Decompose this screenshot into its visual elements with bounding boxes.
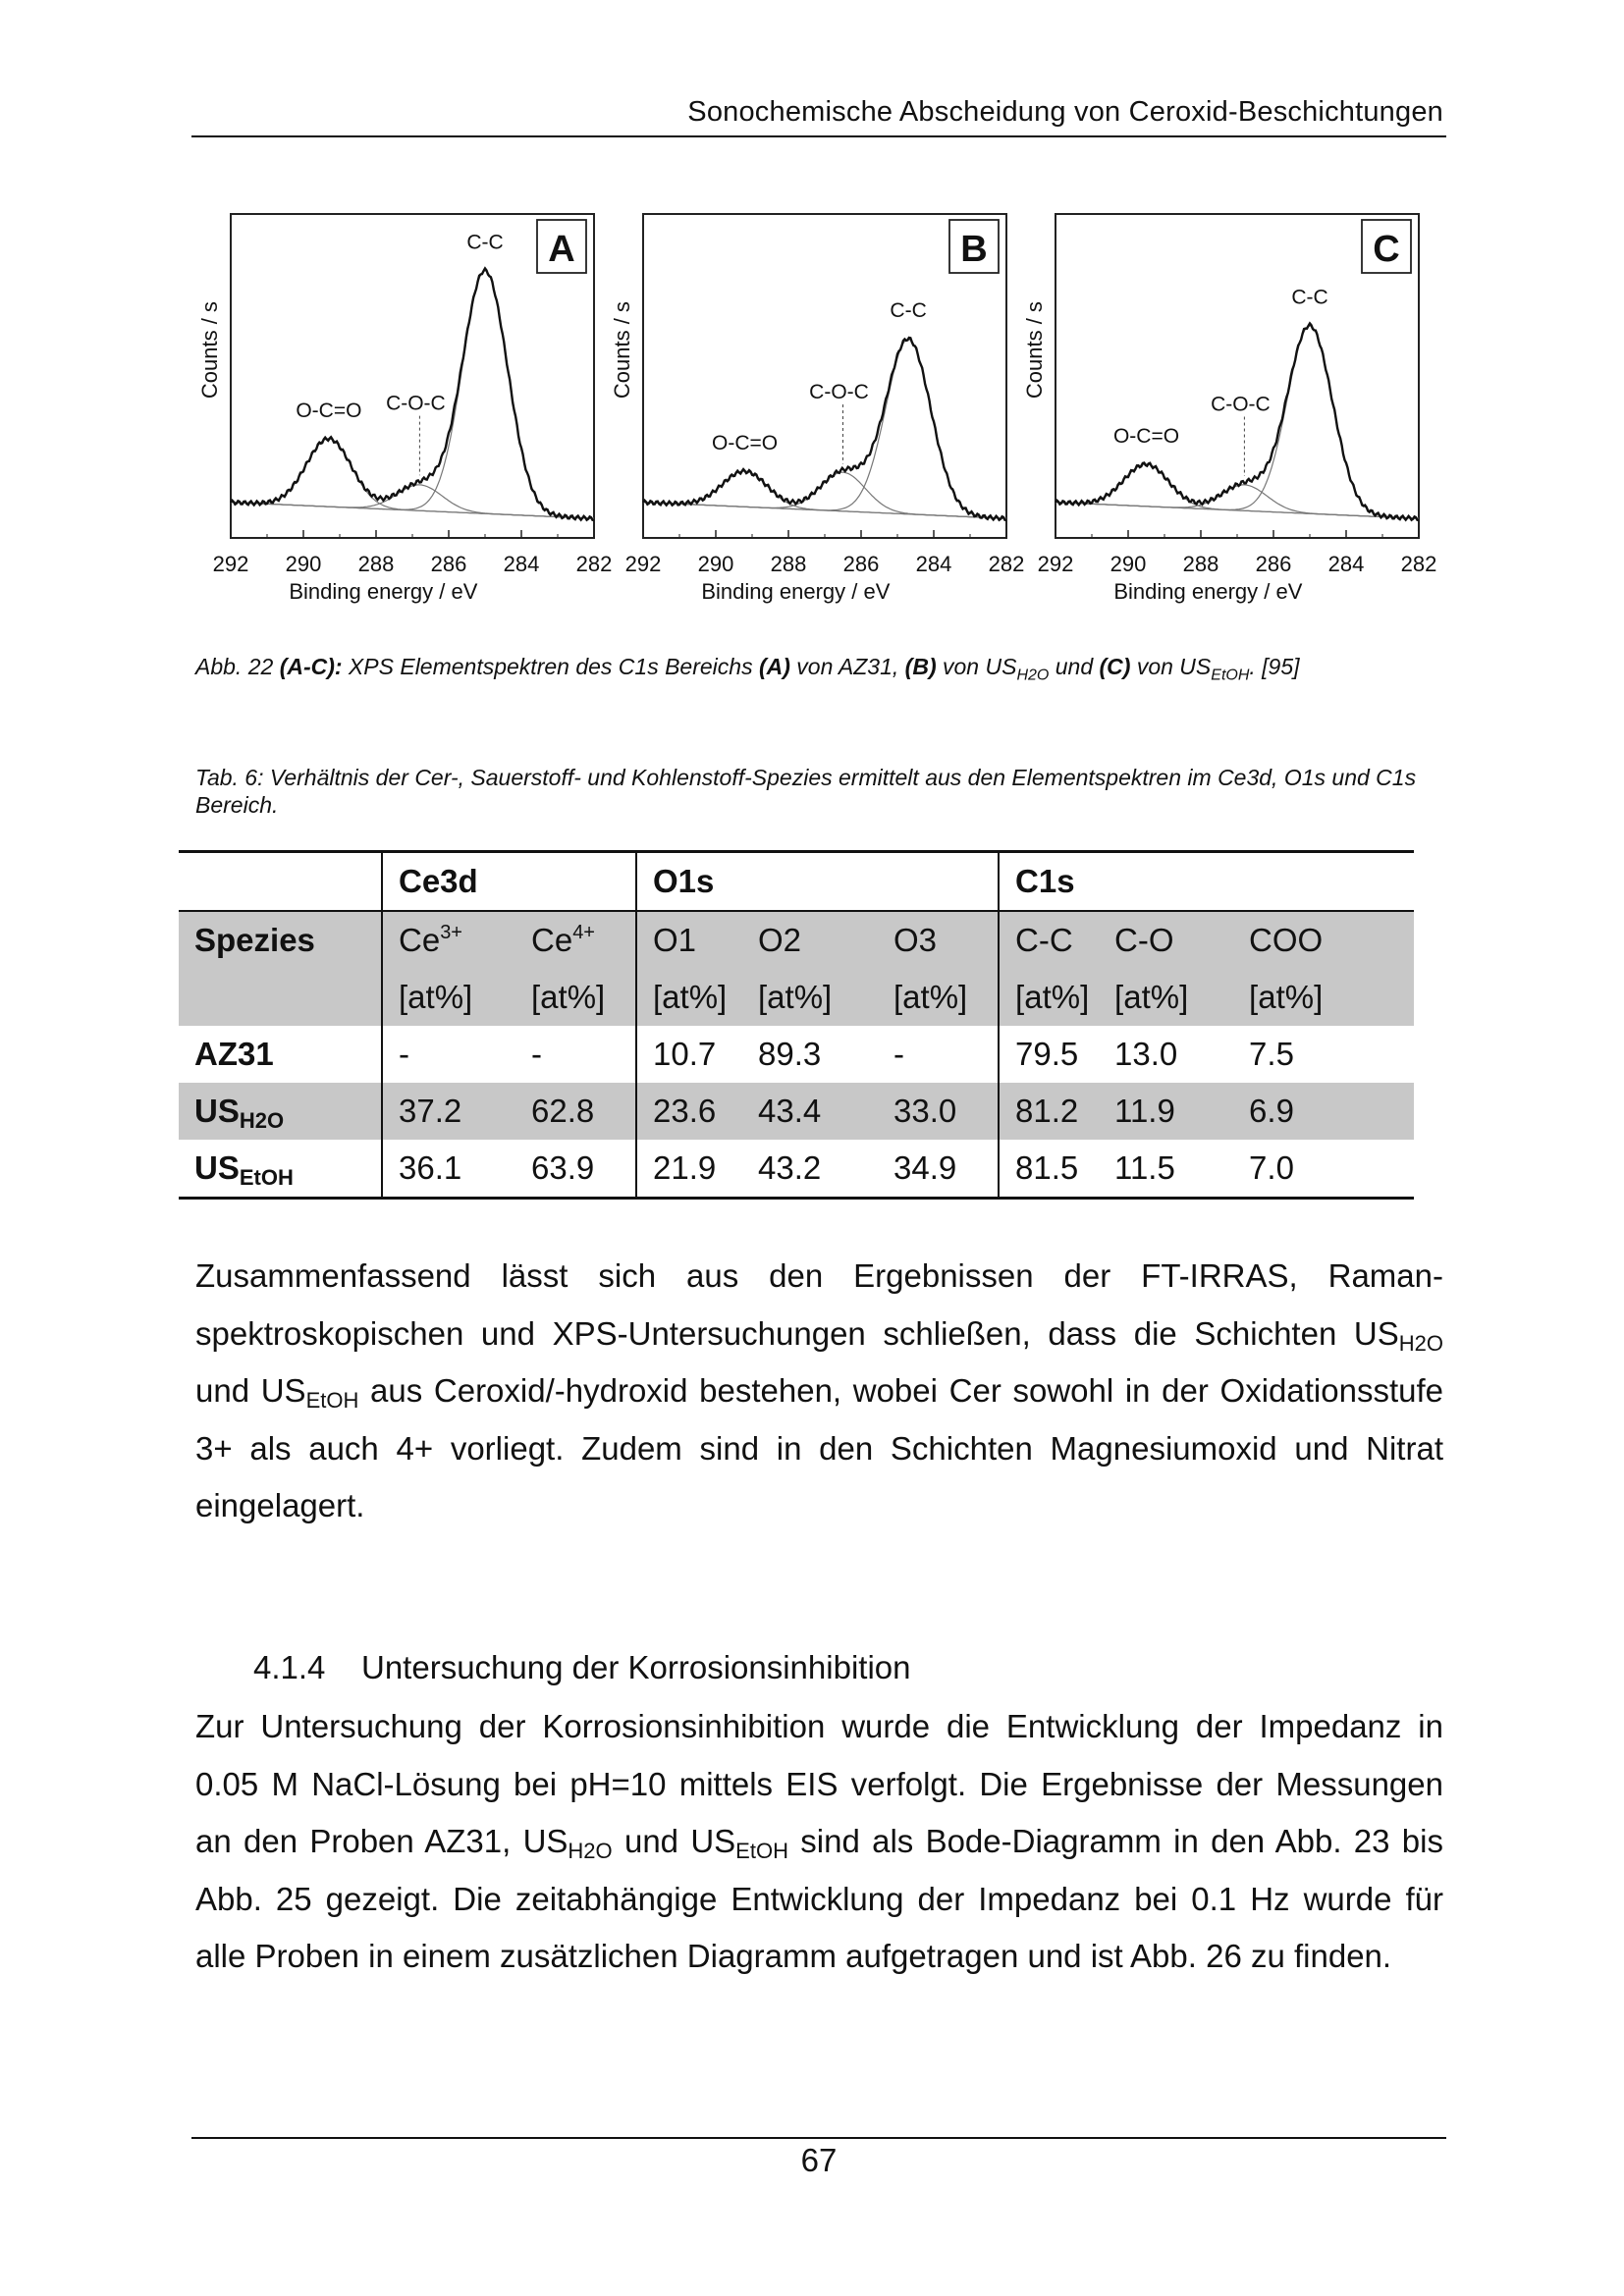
row-label: $US_{H2O}$ (179, 1083, 382, 1140)
col-ce3: $Ce^{3+}$ (382, 911, 515, 969)
panel-c (1022, 214, 1436, 604)
unit-cell: [at%] (878, 969, 999, 1026)
x-tick-label: 288 (1182, 552, 1219, 576)
table-group-row (179, 852, 1414, 912)
x-tick-label: 282 (1400, 552, 1437, 576)
x-tick-label: 288 (770, 552, 807, 576)
col-ce4: $Ce^{4+}$ (515, 911, 636, 969)
cell: 62.8 (515, 1083, 636, 1140)
component-peak (1056, 464, 1419, 518)
component-peak (1056, 326, 1419, 518)
row-label: $US_{EtOH}$ (179, 1140, 382, 1199)
cell: 7.0 (1233, 1140, 1414, 1199)
section-heading (253, 1649, 911, 1686)
corner-cell (179, 852, 382, 912)
x-axis-label: Binding energy / eV (1113, 579, 1303, 604)
cell: 11.5 (1099, 1140, 1233, 1199)
cell: 6.9 (1233, 1083, 1414, 1140)
col-coo: COO (1233, 911, 1414, 969)
cell: 37.2 (382, 1083, 515, 1140)
peak-label-cc: C-C (890, 298, 927, 322)
cell: - (531, 1036, 542, 1072)
peak-label-cc: C-C (1291, 286, 1328, 309)
unit-cell: [at%] (742, 969, 878, 1026)
cell: - (382, 1026, 515, 1083)
cell: 36.1 (382, 1140, 515, 1199)
cell: - (893, 1036, 905, 1072)
cell: 89.3 (758, 1036, 822, 1072)
col-o1: O1 (636, 911, 742, 969)
page-number: 67 (800, 2142, 838, 2178)
summary-paragraph: Zusammenfassend lässt sich aus den Ergebnissen der FT-IRRAS, Raman-spektroskopischen und XPS-Untersuchungen schließen, dass die Schichten $US_{H2O}$ und $US_{EtOH}$ aus Ceroxid/-hydroxid bestehen, wobei Cer sowohl in der Oxidationsstufe 3+ als auch 4+ vorliegt. Zudem sind in den Schichten Magnesiumoxid und Nitrat eingelagert. (195, 1257, 1443, 1523)
peak-label-occo: O-C=O (296, 399, 362, 422)
cell: 33.0 (878, 1083, 999, 1140)
panel-a (197, 214, 612, 604)
section-number: 4.1.4 (253, 1649, 326, 1685)
unit-cell: [at%] (636, 969, 742, 1026)
cell: 43.4 (742, 1083, 878, 1140)
species-table (179, 850, 1414, 1200)
x-tick-label: 292 (212, 552, 249, 576)
x-tick-label: 284 (915, 552, 952, 576)
unit-cell: [at%] (999, 969, 1099, 1026)
peak-label-occo: O-C=O (1112, 424, 1180, 448)
x-tick-label: 288 (357, 552, 395, 576)
y-axis-label: Counts / s (610, 301, 634, 400)
table-caption: Tab. 6: Verhältnis der Cer-, Sauerstoff- und Kohlenstoff-Spezies ermittelt aus den Elementspektren im Ce3d, O1s und C1s Bereich. (195, 765, 1417, 818)
component-peak (643, 471, 1006, 518)
xps-spectra-chart (191, 196, 1448, 618)
cell: 13.0 (1114, 1036, 1178, 1072)
cell: 43.2 (742, 1140, 878, 1199)
col-cc: C-C (999, 911, 1099, 969)
figure-caption: Abb. 22 (A-C): XPS Elementspektren des C1s Bereichs (A) von AZ31, (B) von $US_{H2O}$ und (C) von $US_{EtOH}$. [95] (195, 654, 1300, 684)
cell: 21.9 (636, 1140, 742, 1199)
cell: 81.2 (999, 1083, 1099, 1140)
peak-label-occo: O-C=O (712, 432, 779, 455)
component-peak (1056, 485, 1419, 518)
x-tick-label: 282 (575, 552, 613, 576)
cell: 23.6 (636, 1083, 742, 1140)
table-row-us-h2o (179, 1083, 1414, 1140)
col-o3: O3 (878, 911, 999, 969)
peak-label-cc: C-C (466, 231, 504, 254)
table-row-us-etoh (179, 1140, 1414, 1199)
panel-letter: B (960, 229, 988, 270)
x-tick-label: 292 (1037, 552, 1074, 576)
col-co: C-O (1099, 911, 1233, 969)
component-peak (643, 340, 1006, 519)
x-tick-label: 282 (988, 552, 1025, 576)
unit-empty (179, 969, 382, 1026)
running-header: Sonochemische Abscheidung von Ceroxid-Beschichtungen (687, 96, 1443, 128)
panel-b (610, 214, 1024, 604)
cell: 34.9 (878, 1140, 999, 1199)
unit-cell: [at%] (1099, 969, 1233, 1026)
cell: 11.9 (1099, 1083, 1233, 1140)
group-ce3d: Ce3d (382, 852, 636, 912)
unit-cell: [at%] (1233, 969, 1414, 1026)
peak-label-coc: C-O-C (809, 380, 869, 403)
component-peak (643, 472, 1006, 518)
peak-label-coc: C-O-C (386, 392, 446, 415)
row-label: AZ31 (194, 1036, 274, 1072)
cell: 81.5 (999, 1140, 1099, 1199)
header-rule (191, 135, 1446, 137)
unit-cell: [at%] (382, 969, 515, 1026)
group-c1s: C1s (999, 852, 1414, 912)
x-tick-label: 286 (1255, 552, 1292, 576)
x-tick-label: 284 (1327, 552, 1365, 576)
x-tick-label: 286 (430, 552, 467, 576)
table-species-row (179, 911, 1414, 969)
cell: 10.7 (636, 1026, 742, 1083)
x-tick-label: 284 (503, 552, 540, 576)
y-axis-label: Counts / s (197, 301, 222, 400)
section-title: Untersuchung der Korrosionsinhibition (361, 1649, 911, 1685)
panel-letter: A (548, 229, 575, 270)
cell: 63.9 (515, 1140, 636, 1199)
col-o2: O2 (742, 911, 878, 969)
cell: 7.5 (1249, 1036, 1294, 1072)
x-tick-label: 290 (697, 552, 734, 576)
panel-letter: C (1373, 229, 1400, 270)
cell: 79.5 (999, 1026, 1099, 1083)
corrosion-paragraph: Zur Untersuchung der Korrosionsinhibition wurde die Entwicklung der Impedanz in 0.05 M NaCl-Lösung bei pH=10 mittels EIS verfolgt. Die Ergebnisse der Messungen an den Proben AZ31, $US_{H2O}$ und $US_{EtOH}$ sind als Bode-Diagramm in den Abb. 23 bis Abb. 25 gezeigt. Die zeitabhängige Entwicklung der Impedanz bei 0.1 Hz wurde für alle Proben in einem zusätzlichen Diagramm aufgetragen und ist Abb. 26 zu finden. (195, 1708, 1443, 1974)
x-axis-label: Binding energy / eV (289, 579, 478, 604)
x-tick-label: 292 (624, 552, 662, 576)
footer-rule (191, 2137, 1446, 2139)
table-row-az31 (179, 1026, 1414, 1083)
envelope-curve (1056, 324, 1419, 520)
x-tick-label: 286 (842, 552, 880, 576)
y-axis-label: Counts / s (1022, 301, 1047, 400)
x-tick-label: 290 (1110, 552, 1147, 576)
x-axis-label: Binding energy / eV (701, 579, 891, 604)
component-peak (231, 439, 594, 518)
peak-label-coc: C-O-C (1211, 393, 1271, 416)
x-tick-label: 290 (285, 552, 322, 576)
table-unit-row (179, 969, 1414, 1026)
unit-cell: [at%] (515, 969, 636, 1026)
group-o1s: O1s (636, 852, 999, 912)
envelope-curve (643, 338, 1006, 520)
xps-figure (191, 196, 1448, 618)
species-label: Spezies (179, 911, 382, 969)
